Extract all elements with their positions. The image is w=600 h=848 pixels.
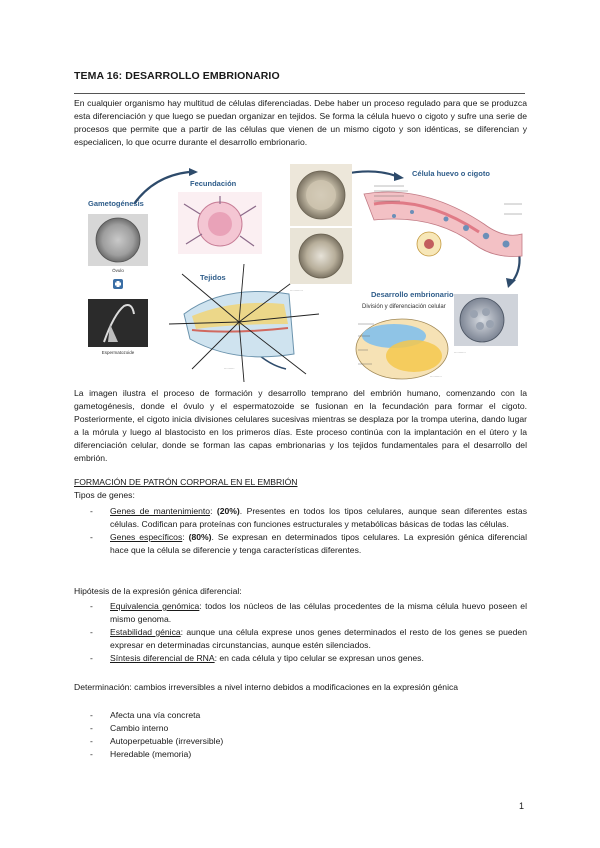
- list-item: - Equivalencia genómica: todos los núcleos de las células procedentes de la misma célula huevo poseen el mismo genoma.: [90, 601, 527, 624]
- hypothesis-heading: Hipótesis de la expresión génica diferencial:: [74, 586, 242, 596]
- svg-text:·········: ·········: [224, 367, 235, 371]
- hypothesis-list: [74, 600, 527, 665]
- list-item: - Autoperpetuable (irreversible): [90, 736, 224, 746]
- list-item: - Estabilidad génica: aunque una célula exprese unos genes determinados el resto de los genes se pueden expresar en determinadas circunstancias, aunque estén silenciados.: [90, 627, 527, 650]
- title-divider: [74, 93, 525, 94]
- section-heading-patron: FORMACIÓN DE PATRÓN CORPORAL EN EL EMBRIÓN: [74, 477, 298, 487]
- genes-types-heading: Tipos de genes:: [74, 490, 135, 500]
- sperm-image: [88, 299, 148, 347]
- page-title: TEMA 16: DESARROLLO EMBRIONARIO: [74, 70, 280, 82]
- page-number: 1: [519, 801, 525, 811]
- tissues-label: Tejidos: [200, 273, 226, 282]
- list-item: - Genes específicos: (80%). Se expresan en determinados tipos celulares. La expresión génica diferencial hace que la célula se diferencie y tenga características diferentes.: [90, 532, 527, 555]
- determination-paragraph: Determinación: cambios irreversibles a nivel interno debidos a modificaciones en la expresión génica: [74, 682, 459, 692]
- list-item: - Cambio interno: [90, 723, 169, 733]
- fecundation-label: Fecundación: [190, 179, 237, 188]
- zygote-label: Célula huevo o cigoto: [412, 169, 490, 178]
- genes-list: [74, 505, 527, 557]
- division-label: División y diferenciación celular: [362, 304, 446, 310]
- intro-paragraph: En cualquier organismo hay multitud de células diferenciadas. Debe haber un proceso regulado para que se produzca esta diferenciación y que luego se puedan organizar en tejidos. Se forma la célula huevo o cigoto y sufre una serie de procesos que permite que a partir de las células que vienen de un mismo cigoto y son idénticas, se diferencian y especialicen, lo que ocurre durante el desarrollo embrionario.: [74, 98, 527, 147]
- list-item: - Genes de mantenimiento: (20%). Presentes en todos los tipos celulares, aunque sean diferentes estas células. Codifican para proteínas con funciones estructurales y metabólicas básicas de todas las células.: [90, 506, 527, 529]
- svg-text:··········: ··········: [430, 375, 442, 379]
- svg-text:··········: ··········: [454, 351, 466, 355]
- ovum-label: Óvulo: [112, 268, 124, 273]
- svg-text:···········: ···········: [290, 289, 303, 293]
- embryo-development-figure: [74, 164, 527, 386]
- sperm-label: Espermatozoide: [101, 350, 135, 355]
- embryo-dev-label: Desarrollo embrionario: [371, 290, 454, 299]
- figure-description: La imagen ilustra el proceso de formación y desarrollo temprano del embrión humano, comenzando con la gametogénesis, donde el óvulo y el espermatozoide se fusionan en la fecundación para formar el cigoto. Posteriormente, el cigoto inicia divisiones celulares sucesivas mientras se desplaza por la trompa uterina, dando lugar a la mórula y luego al blastocisto en los primeros días. Este proceso continúa con la implantación en el útero y la diferenciación celular, donde se forman las capas embrionarias y los tejidos fundamentales para el desarrollo del embrión.: [74, 388, 527, 463]
- gametogenesis-label: Gametogénesis: [88, 199, 144, 208]
- zygote-stage-image: [299, 234, 343, 278]
- list-item: - Afecta una vía concreta: [90, 710, 201, 720]
- list-item: - Heredable (memoria): [90, 749, 192, 759]
- determination-list: [74, 709, 527, 761]
- blastocyst-image: [460, 298, 504, 342]
- list-item: - Síntesis diferencial de RNA: en cada célula y tipo celular se expresan unos genes.: [90, 653, 424, 663]
- ovum-image: [96, 218, 140, 262]
